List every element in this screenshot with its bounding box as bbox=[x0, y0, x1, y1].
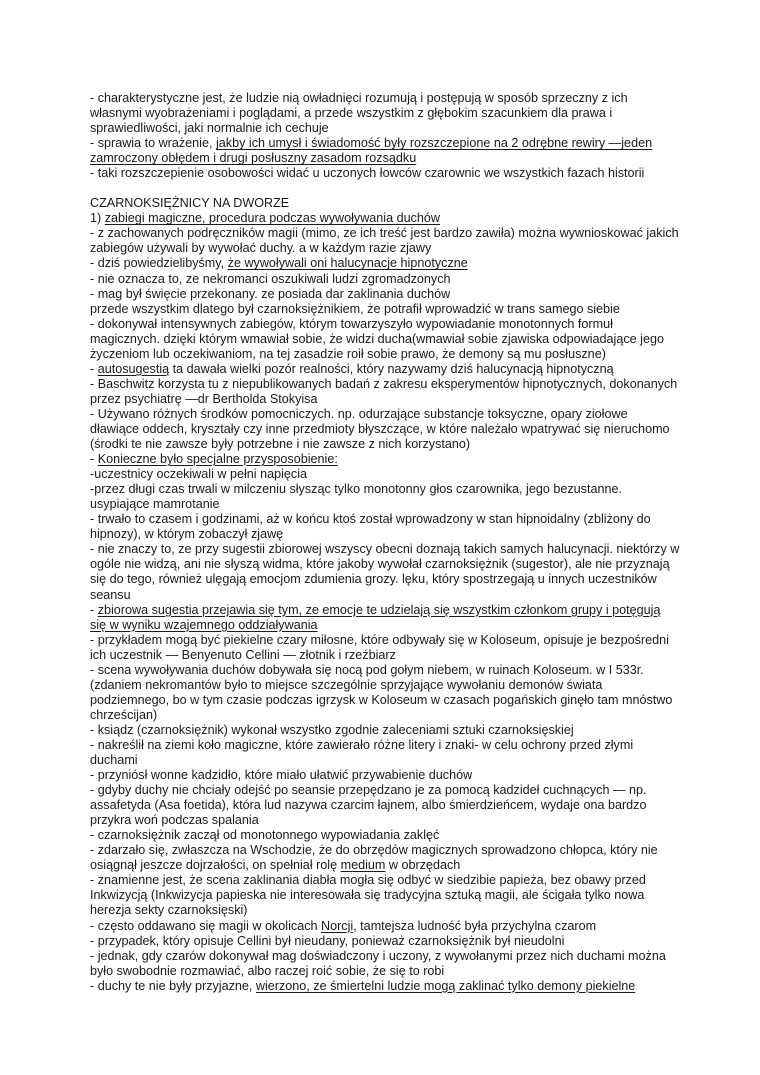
text-paragraph bbox=[90, 272, 680, 287]
text-paragraph bbox=[90, 256, 680, 271]
text-run: - nakreślił na ziemi koło magiczne, które zawierało różne litery i znaki- w celu ochrony przed złymi duchami bbox=[90, 737, 634, 768]
text-run: przede wszystkim dlatego był czarnoksiężnikiem, że potrafił wprowadzić w trans samego siebie bbox=[90, 301, 620, 316]
text-run: - taki rozszczepienie osobowości widać u uczonych łowców czarownic we wszystkich fazach historii bbox=[90, 166, 645, 181]
text-paragraph bbox=[90, 919, 680, 934]
text-paragraph bbox=[90, 663, 680, 723]
text-paragraph bbox=[90, 603, 680, 633]
text-paragraph bbox=[90, 91, 680, 136]
text-paragraph bbox=[90, 196, 680, 211]
text-paragraph bbox=[90, 287, 680, 302]
text-paragraph bbox=[90, 362, 680, 377]
text-run: - dziś powiedzielibyśmy, bbox=[90, 256, 228, 271]
text-run: - przykładem mogą być piekielne czary miłosne, które odbywały się w Koloseum, opisuje je bezpośredni ich uczestnik — Benyenuto Cellini — złotnik i rzeźbiarz bbox=[90, 632, 669, 662]
text-run: - Używano różnych środków pomocniczych. np. odurzające substancje toksyczne, opary ziołowe dławiące oddech, kryształy czy inne przedmioty błyszczące, w które należało wpatrywać się nieruchomo (środki te nie zawsze były potrzebne i nie zawsze z nich korzystano) bbox=[90, 406, 670, 452]
text-run: - bbox=[90, 452, 98, 467]
text-paragraph bbox=[90, 934, 680, 949]
text-paragraph bbox=[90, 512, 680, 542]
text-paragraph bbox=[90, 873, 680, 918]
text-paragraph bbox=[90, 377, 680, 407]
text-run: -przez długi czas trwali w milczeniu słysząc tylko monotonny głos czarownika, jego bezustanne. usypiające mamrotanie bbox=[90, 482, 622, 512]
text-paragraph bbox=[90, 136, 680, 166]
text-paragraph bbox=[90, 542, 680, 602]
text-run: - znamienne jest, że scena zaklinania diabła mogła się odbyć w siedzibie papieża, bez obawy przed Inkwizycją (Inkwizycja papieska nie interesowała się tradycyjna sztuką magii, ale ścigała tylko nowa herezja sekty czarnoksięski) bbox=[90, 873, 646, 918]
underlined-text: zbiorowa sugestia przejawia się tym, ze emocje te udzielają się wszystkim członkom grupy i potęgują się w wyniku wzajemnego oddziaływania bbox=[90, 602, 661, 632]
text-paragraph bbox=[90, 828, 680, 843]
text-run: CZARNOKSIĘŻNICY NA DWORZE bbox=[90, 196, 290, 211]
text-run: - przypadek, który opisuje Cellini był nieudany, ponieważ czarnoksiężnik był nieudolni bbox=[90, 933, 565, 948]
text-paragraph bbox=[90, 723, 680, 738]
text-run: w obrzędach bbox=[385, 858, 461, 873]
underlined-text: zabiegi magiczne, procedura podczas wywoływania duchów bbox=[104, 211, 441, 226]
text-run: - z zachowanych podręczników magii (mimo, ze ich treść jest bardzo zawiła) można wywnioskować jakich zabiegów używali by wywołać duchy. a w każdym razie zjawy bbox=[90, 226, 679, 256]
text-run: - często oddawano się magii w okolicach bbox=[90, 918, 321, 933]
text-run: -uczestnicy oczekiwali w pełni napięcia bbox=[90, 467, 307, 482]
text-run: - mag był święcie przekonany. ze posiada dar zaklinania duchów bbox=[90, 286, 451, 301]
text-run: ta dawała wielki pozór realności, który nazywamy dziś halucynacją hipnotyczną bbox=[169, 361, 614, 376]
underlined-text: autosugestią bbox=[97, 361, 170, 376]
text-run: - nie oznacza to, ze nekromanci oszukiwali ludzi zgromadzonych bbox=[90, 271, 451, 286]
underlined-text: jakby ich umysł i świadomość były rozszczepione na 2 odrębne rewiry —jeden zamroczony obłędem i drugi posłuszny zasadom rozsądku bbox=[90, 136, 653, 166]
text-run: - bbox=[90, 602, 98, 617]
text-paragraph bbox=[90, 317, 680, 362]
text-run: - scena wywoływania duchów dobywała się nocą pod gołym niebem, w ruinach Koloseum. w I 533r. (zdaniem nekromantów było to miejsce szczególnie sprzyjające wywołaniu demonów świata podziemnego, bo w tym czasie podczas igrzysk w Koloseum w czasach pogańskich ginęło tam mnóstwo chrześcijan) bbox=[90, 662, 673, 722]
text-run: - nie znaczy to, ze przy sugestii zbiorowej wszyscy obecni doznają takich samych halucynacji. niektórzy w ogóle nie widzą, ani nie słyszą widma, które jakoby wywołał czarnoksiężnik (sugestor), ale nie przyznają się do tego, również ulęgają emocjom zdumienia grozy. lęku, który spostrzegają u innych uczestników seansu bbox=[90, 542, 680, 602]
text-run: - przyniósł wonne kadzidło, które miało ułatwić przywabienie duchów bbox=[90, 768, 473, 783]
text-paragraph bbox=[90, 783, 680, 828]
text-paragraph bbox=[90, 211, 680, 226]
text-paragraph bbox=[90, 407, 680, 452]
underlined-text: wierzono, ze śmiertelni ludzie mogą zaklinać tylko demony piekielne bbox=[255, 978, 636, 993]
text-paragraph bbox=[90, 633, 680, 663]
text-run: - bbox=[90, 361, 98, 376]
text-run: - jednak, gdy czarów dokonywał mag doświadczony i uczony, z wywołanymi przez nich duchami można było swobodnie rozmawiać, albo raczej roić sobie, że się to robi bbox=[90, 948, 666, 978]
text-run: 1) bbox=[90, 211, 105, 226]
text-run: , tamtejsza ludność była przychylna czarom bbox=[353, 918, 597, 933]
text-run: - duchy te nie były przyjazne, bbox=[90, 978, 256, 993]
text-paragraph bbox=[90, 482, 680, 512]
text-paragraph bbox=[90, 302, 680, 317]
underlined-text: Konieczne było specjalne przysposobienie: bbox=[97, 452, 338, 467]
text-run: - czarnoksiężnik zaczął od monotonnego wypowiadania zaklęć bbox=[90, 828, 440, 843]
text-paragraph bbox=[90, 843, 680, 873]
text-run: - gdyby duchy nie chciały odejść po seansie przepędzano je za pomocą kadzideł cuchnących — np. assafetyda (Asa foetida), która lud nazywa czarcim łajnem, albo śmierdzieńcem, wydaje ona bardzo przykra woń podczas spalania bbox=[90, 783, 647, 828]
underlined-text: że wywoływali oni halucynacje hipnotyczne bbox=[227, 256, 468, 271]
text-run: - sprawia to wrażenie, bbox=[90, 136, 216, 151]
underlined-text: Norcji bbox=[321, 918, 354, 933]
text-run: - Baschwitz korzysta tu z niepublikowanych badań z zakresu eksperymentów hipnotycznych, dokonanych przez psychiatrę —dr Bertholda Stokyisa bbox=[90, 376, 678, 406]
text-paragraph bbox=[90, 738, 680, 768]
text-paragraph bbox=[90, 452, 680, 467]
text-paragraph bbox=[90, 979, 680, 994]
paragraph-gap bbox=[90, 181, 680, 196]
text-run: - ksiądz (czarnoksiężnik) wykonał wszystko zgodnie zaleceniami sztuki czarnoksięskiej bbox=[90, 722, 574, 737]
document-page bbox=[90, 91, 680, 994]
underlined-text: medium bbox=[340, 858, 386, 873]
text-paragraph bbox=[90, 949, 680, 979]
text-paragraph bbox=[90, 467, 680, 482]
text-run: - trwało to czasem i godzinami, aż w końcu ktoś został wprowadzony w stan hipnoidalny (zbliżony do hipnozy), w którym zobaczył zjawę bbox=[90, 512, 651, 542]
text-paragraph bbox=[90, 166, 680, 181]
text-paragraph bbox=[90, 768, 680, 783]
text-run: - zdarzało się, zwłaszcza na Wschodzie, że do obrzędów magicznych sprowadzono chłopca, który nie osiągnął jeszcze dojrzałości, on spełniał rolę bbox=[90, 843, 658, 873]
text-run: - charakterystyczne jest, że ludzie nią owładnięci rozumują i postępują w sposób sprzeczny z ich własnymi wyobrażeniami i poglądami, a przede wszystkim z głębokim szacunkiem dla prawa i sprawiedliwości, jaki normalnie ich cechuje bbox=[90, 91, 628, 136]
text-paragraph bbox=[90, 226, 680, 256]
text-run: - dokonywał intensywnych zabiegów, którym towarzyszyło wypowiadanie monotonnych formuł magicznych. dzięki którym wmawiał sobie, że widzi ducha(wmawiał sobie zjawiska odpowiadające jego życzeniom lub oczekiwaniom, na tej zasadzie roił sobie prawo, że demony są mu posłuszne) bbox=[90, 316, 664, 361]
